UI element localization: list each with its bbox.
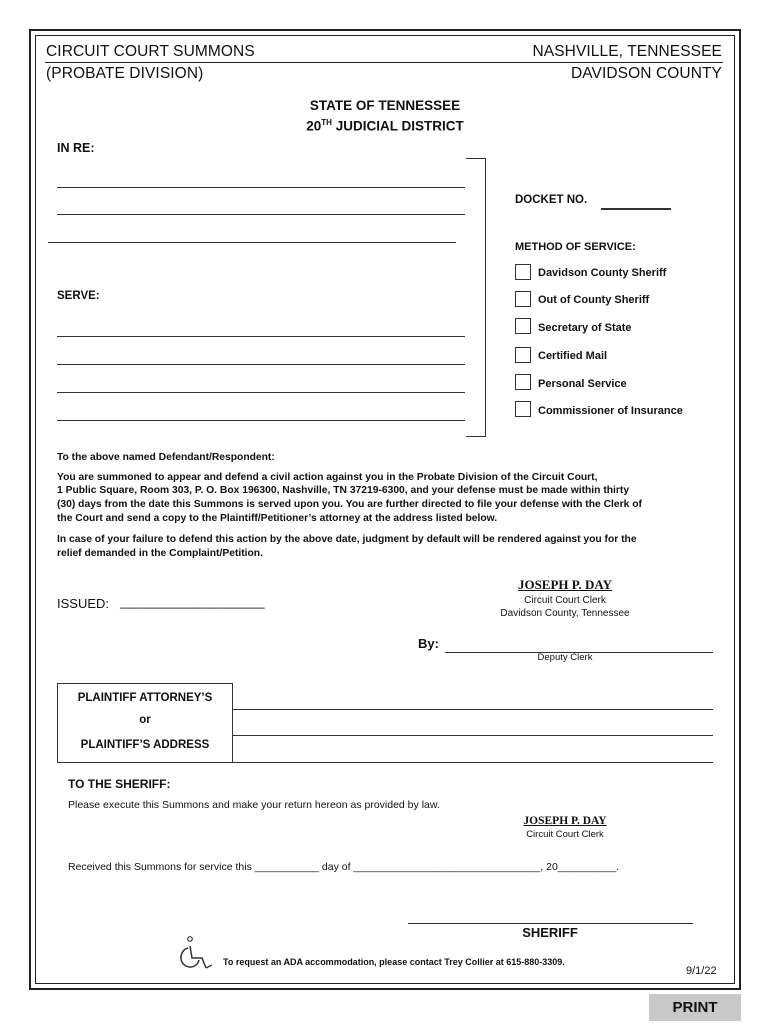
division-title: (PROBATE DIVISION) <box>46 65 204 82</box>
docket-number-field[interactable] <box>601 208 671 210</box>
checkbox-personal-service[interactable] <box>515 374 531 390</box>
default-para-line-1: In case of your failure to defend this action by the above date, judgment by default will be rendered against you for the <box>57 534 637 545</box>
ada-notice: To request an ADA accommodation, please contact Trey Collier at 615-880-3309. <box>223 957 565 967</box>
option-personal-service: Personal Service <box>538 378 627 390</box>
plaintiff-box-line-3: PLAINTIFF’S ADDRESS <box>80 739 210 751</box>
option-commissioner-of-insurance: Commissioner of Insurance <box>538 405 683 417</box>
in-re-line-3[interactable] <box>48 242 456 243</box>
in-re-label: IN RE: <box>57 141 95 155</box>
serve-label: SERVE: <box>57 290 100 302</box>
state-title: STATE OF TENNESSEE <box>309 98 461 113</box>
received-summons-line[interactable]: Received this Summons for service this ___________ day of ________________________________, 20__________. <box>68 861 620 873</box>
sheriff-clerk-title: Circuit Court Clerk <box>526 829 604 840</box>
checkbox-davidson-county-sheriff[interactable] <box>515 264 531 280</box>
section-bracket <box>466 158 486 437</box>
issued-date-field[interactable]: ____________________ <box>120 594 265 609</box>
checkbox-secretary-of-state[interactable] <box>515 318 531 334</box>
district-text: JUDICIAL DISTRICT <box>331 118 464 134</box>
in-re-line-1[interactable] <box>57 187 465 188</box>
clerk-name: JOSEPH P. DAY <box>517 577 613 592</box>
checkbox-commissioner-of-insurance[interactable] <box>515 401 531 417</box>
checkbox-out-of-county-sheriff[interactable] <box>515 291 531 307</box>
clerk-county: Davidson County, Tennessee <box>500 608 630 619</box>
summons-para-line-1: You are summoned to appear and defend a civil action against you in the Probate Division of the Circuit Court, <box>57 472 598 483</box>
district-number: 20 <box>306 118 322 134</box>
by-label: By: <box>418 636 439 651</box>
default-para-line-2: relief demanded in the Complaint/Petition. <box>57 548 263 559</box>
serve-line-2[interactable] <box>57 364 465 365</box>
method-of-service-label: METHOD OF SERVICE: <box>515 241 636 253</box>
clerk-title: Circuit Court Clerk <box>524 595 606 606</box>
addressee-line: To the above named Defendant/Respondent: <box>57 452 275 463</box>
city-title: NASHVILLE, TENNESSEE <box>532 43 722 60</box>
serve-line-3[interactable] <box>57 392 465 393</box>
form-revision-date: 9/1/22 <box>686 965 717 977</box>
option-out-of-county-sheriff: Out of County Sheriff <box>538 294 650 306</box>
sheriff-clerk-name: JOSEPH P. DAY <box>523 815 607 827</box>
in-re-line-2[interactable] <box>57 214 465 215</box>
district-title <box>200 118 570 134</box>
option-secretary-of-state: Secretary of State <box>538 322 632 334</box>
docket-label: DOCKET NO. <box>515 194 588 206</box>
plaintiff-box-line-2: or <box>139 714 151 726</box>
summons-para-line-2: 1 Public Square, Room 303, P. O. Box 196300, Nashville, TN 37219-6300, and your defense must be made within thirty <box>57 485 630 496</box>
header-rule <box>45 62 723 63</box>
option-davidson-county-sheriff: Davidson County Sheriff <box>538 267 667 279</box>
plaintiff-address-line-1[interactable] <box>233 709 713 710</box>
plaintiff-address-line-3[interactable] <box>233 762 713 763</box>
wheelchair-accessibility-icon <box>176 934 218 974</box>
sheriff-instruction: Please execute this Summons and make your return hereon as provided by law. <box>68 799 440 811</box>
option-certified-mail: Certified Mail <box>538 350 608 362</box>
deputy-clerk-label: Deputy Clerk <box>537 652 593 663</box>
issued-label: ISSUED: <box>57 596 110 611</box>
serve-line-4[interactable] <box>57 420 465 421</box>
sheriff-signature-line[interactable] <box>408 923 693 924</box>
print-button[interactable]: PRINT <box>649 994 741 1021</box>
to-the-sheriff-heading: TO THE SHERIFF: <box>68 777 171 791</box>
summons-para-line-4: the Court and send a copy to the Plaintiff/Petitioner’s attorney at the address listed below. <box>57 513 498 524</box>
serve-line-1[interactable] <box>57 336 465 337</box>
court-title: CIRCUIT COURT SUMMONS <box>46 43 255 60</box>
sheriff-label: SHERIFF <box>522 925 578 940</box>
summons-para-line-3: (30) days from the date this Summons is served upon you. You are further directed to file your defense with the Clerk of <box>57 499 642 510</box>
checkbox-certified-mail[interactable] <box>515 347 531 363</box>
district-superscript: TH <box>321 118 332 127</box>
plaintiff-box-line-1: PLAINTIFF ATTORNEY’S <box>77 692 213 704</box>
county-title: DAVIDSON COUNTY <box>570 65 722 82</box>
plaintiff-address-line-2[interactable] <box>233 735 713 736</box>
